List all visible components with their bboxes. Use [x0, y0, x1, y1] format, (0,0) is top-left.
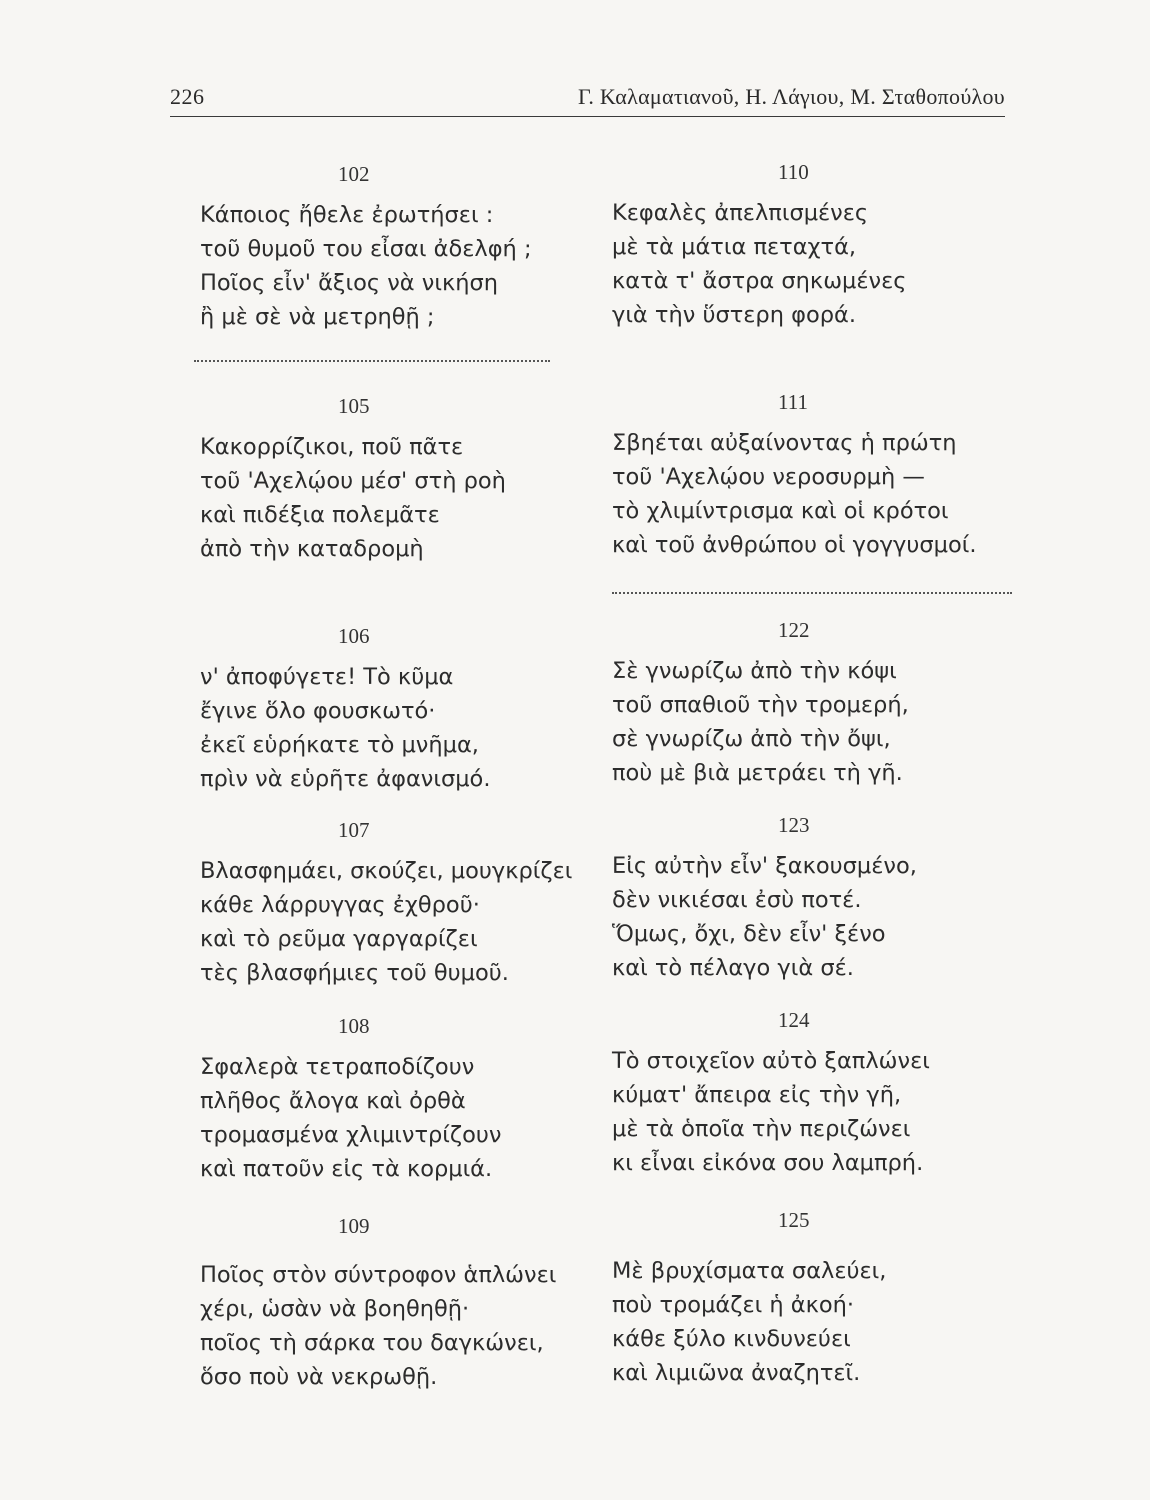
stanza-lines: [200, 854, 630, 990]
stanza-number: 109: [338, 1214, 370, 1238]
stanza-lines: [200, 1050, 630, 1186]
verse-line: τοῦ 'Αχελῴου μέσ' στὴ ροὴ: [200, 468, 506, 494]
verse-line: Ποῖος στὸν σύντροφον ἁπλώνει: [200, 1262, 557, 1288]
verse-line: καὶ τοῦ ἀνθρώπου οἱ γογγυσμοί.: [612, 532, 977, 558]
omission-dotted-rule: [612, 592, 1012, 594]
verse-line: κι εἶναι εἰκόνα σου λαμπρή.: [612, 1150, 924, 1176]
stanza-lines: [612, 849, 1042, 985]
verse-line: ἢ μὲ σὲ νὰ μετρηθῇ ;: [200, 304, 435, 330]
verse-line: ν' ἀποφύγετε! Τὸ κῦμα: [200, 664, 454, 690]
stanza-number: 106: [338, 624, 370, 648]
verse-line: τοῦ σπαθιοῦ τὴν τρομερή,: [612, 692, 909, 718]
verse-line: Κακορρίζικοι, ποῦ πᾶτε: [200, 434, 464, 460]
verse-line: κύματ' ἄπειρα εἰς τὴν γῆ,: [612, 1082, 902, 1108]
verse-line: Τὸ στοιχεῖον αὐτὸ ξαπλώνει: [612, 1048, 930, 1074]
verse-line: τὸ χλιμίντρισμα καὶ οἱ κρότοι: [612, 498, 949, 524]
verse-line: ὅσο ποὺ νὰ νεκρωθῇ.: [200, 1364, 438, 1390]
stanza-lines: [612, 1044, 1042, 1180]
stanza-number: 111: [778, 390, 808, 414]
stanza-number: 124: [778, 1008, 810, 1032]
verse-line: πλῆθος ἄλογα καὶ ὀρθὰ: [200, 1088, 466, 1114]
verse-line: Κεφαλὲς ἀπελπισμένες: [612, 200, 869, 226]
stanza-number: 122: [778, 618, 810, 642]
verse-line: ποὺ τρομάζει ἡ ἀκοή·: [612, 1292, 855, 1318]
verse-line: Βλασφημάει, σκούζει, μουγκρίζει: [200, 858, 573, 884]
verse-line: Σφαλερὰ τετραποδίζουν: [200, 1054, 475, 1080]
verse-line: τρομασμένα χλιμιντρίζουν: [200, 1122, 502, 1148]
verse-line: καὶ πατοῦν εἰς τὰ κορμιά.: [200, 1156, 493, 1182]
verse-line: κάθε ξύλο κινδυνεύει: [612, 1326, 851, 1352]
verse-line: Ποῖος εἶν' ἄξιος νὰ νικήση: [200, 270, 498, 296]
stanza-lines: [200, 430, 630, 566]
verse-line: Σὲ γνωρίζω ἀπὸ τὴν κόψι: [612, 658, 897, 684]
verse-line: μὲ τὰ μάτια πεταχτά,: [612, 234, 857, 260]
verse-line: δὲν νικιέσαι ἐσὺ ποτέ.: [612, 887, 862, 913]
verse-line: ἀπὸ τὴν καταδρομὴ: [200, 536, 424, 562]
stanza-lines: [200, 198, 630, 334]
verse-line: καὶ τὸ ρεῦμα γαργαρίζει: [200, 926, 478, 952]
verse-line: ποῖος τὴ σάρκα του δαγκώνει,: [200, 1330, 544, 1356]
stanza-number: 102: [338, 162, 370, 186]
verse-line: Ὅμως, ὄχι, δὲν εἶν' ξένο: [612, 921, 886, 947]
stanza-number: 110: [778, 160, 809, 184]
verse-line: τοῦ 'Αχελῴου νεροσυρμὴ —: [612, 464, 925, 490]
page-number: 226: [170, 84, 205, 109]
stanza-number: 123: [778, 813, 810, 837]
page-header: [170, 82, 1005, 117]
verse-line: μὲ τὰ ὁποῖα τὴν περιζώνει: [612, 1116, 911, 1142]
stanza-lines: [200, 1258, 630, 1394]
stanza-lines: [612, 196, 1042, 332]
stanza-lines: [200, 660, 630, 796]
stanza-lines: [612, 1254, 1042, 1390]
stanza-number: 108: [338, 1014, 370, 1038]
verse-line: τὲς βλασφήμιες τοῦ θυμοῦ.: [200, 960, 509, 986]
verse-line: κάθε λάρρυγγας ἐχθροῦ·: [200, 892, 480, 918]
verse-line: χέρι, ὡσὰν νὰ βοηθηθῇ·: [200, 1296, 470, 1322]
verse-line: Μὲ βρυχίσματα σαλεύει,: [612, 1258, 887, 1284]
stanza-lines: [612, 426, 1042, 562]
verse-line: ἐκεῖ εὑρήκατε τὸ μνῆμα,: [200, 732, 479, 758]
verse-line: τοῦ θυμοῦ του εἶσαι ἀδελφή ;: [200, 236, 532, 262]
verse-line: πρὶν νὰ εὑρῆτε ἀφανισμό.: [200, 766, 491, 792]
running-head: Γ. Καλαματιανοῦ, Η. Λάγιου, Μ. Σταθοπούλου: [577, 84, 1005, 109]
verse-line: καὶ λιμιῶνα ἀναζητεῖ.: [612, 1360, 861, 1386]
verse-line: καὶ πιδέξια πολεμᾶτε: [200, 502, 440, 528]
verse-line: ἔγινε ὅλο φουσκωτό·: [200, 698, 436, 724]
stanza-lines: [612, 654, 1042, 790]
stanza-number: 105: [338, 394, 370, 418]
verse-line: γιὰ τὴν ὕστερη φορά.: [612, 302, 856, 328]
verse-line: κατὰ τ' ἄστρα σηκωμένες: [612, 268, 907, 294]
omission-dotted-rule: [194, 360, 550, 362]
stanza-number: 125: [778, 1208, 810, 1232]
verse-line: σὲ γνωρίζω ἀπὸ τὴν ὄψι,: [612, 726, 891, 752]
stanza-number: 107: [338, 818, 370, 842]
verse-line: Εἰς αὐτὴν εἶν' ξακουσμένο,: [612, 853, 917, 879]
verse-line: ποὺ μὲ βιὰ μετράει τὴ γῆ.: [612, 760, 903, 786]
verse-line: Κάποιος ἤθελε ἐρωτήσει :: [200, 202, 494, 228]
verse-line: καὶ τὸ πέλαγο γιὰ σέ.: [612, 955, 854, 981]
verse-line: Σβηέται αὐξαίνοντας ἡ πρώτη: [612, 430, 957, 456]
